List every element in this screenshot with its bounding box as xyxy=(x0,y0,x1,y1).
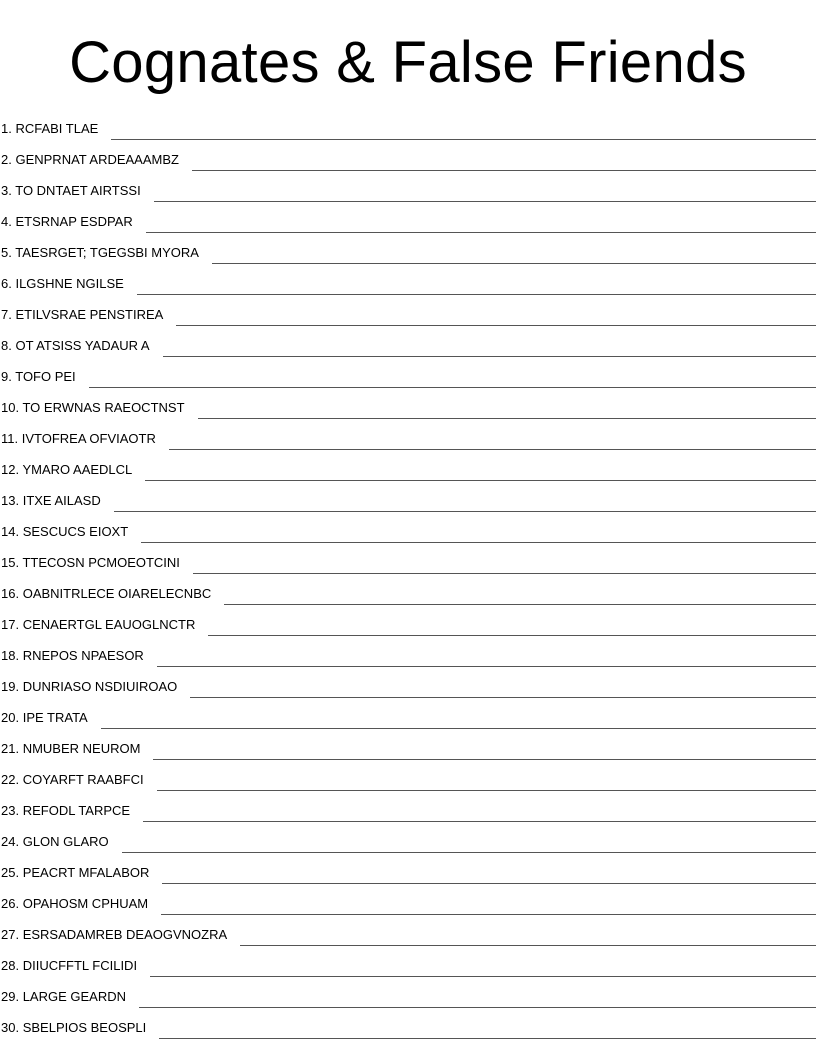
answer-line[interactable] xyxy=(161,914,816,915)
item-prompt xyxy=(0,741,140,761)
list-item xyxy=(0,668,816,699)
list-item xyxy=(0,885,816,916)
list-item xyxy=(0,482,816,513)
answer-line[interactable] xyxy=(159,1038,816,1039)
list-item xyxy=(0,637,816,668)
list-item xyxy=(0,947,816,978)
item-prompt xyxy=(0,803,130,823)
scrambled-word: SBELPIOS BEOSPLI xyxy=(22,1020,147,1035)
answer-line[interactable] xyxy=(141,542,816,543)
scrambled-word: IVTOFREA OFVIAOTR xyxy=(21,431,156,446)
list-item xyxy=(0,699,816,730)
item-number: 5 . xyxy=(1,245,15,260)
item-prompt xyxy=(0,710,88,730)
item-prompt xyxy=(0,896,148,916)
scrambled-word: ETSRNAP ESDPAR xyxy=(15,214,133,229)
list-item xyxy=(0,420,816,451)
list-item xyxy=(0,575,816,606)
item-number: 25 . xyxy=(1,865,23,880)
item-number: 18 . xyxy=(1,648,23,663)
list-item xyxy=(0,978,816,1009)
scrambled-word: RCFABI TLAE xyxy=(15,121,99,136)
item-prompt xyxy=(0,772,144,792)
scrambled-word: TO DNTAET AIRTSSI xyxy=(15,183,141,198)
scrambled-word: TO ERWNAS RAEOCTNST xyxy=(22,400,185,415)
list-item xyxy=(0,513,816,544)
scrambled-word: YMARO AAEDLCL xyxy=(22,462,133,477)
item-number: 10 . xyxy=(1,400,22,415)
scrambled-word: TAESRGET; TGEGSBI MYORA xyxy=(15,245,199,260)
item-number: 20 . xyxy=(1,710,23,725)
item-prompt xyxy=(0,214,133,234)
answer-line[interactable] xyxy=(111,139,816,140)
item-prompt xyxy=(0,338,150,358)
item-prompt xyxy=(0,834,109,854)
item-prompt xyxy=(0,524,128,544)
answer-line[interactable] xyxy=(89,387,816,388)
item-prompt xyxy=(0,121,98,141)
scrambled-word: ILGSHNE NGILSE xyxy=(15,276,124,291)
scrambled-word: OT ATSISS YADAUR A xyxy=(15,338,150,353)
list-item xyxy=(0,1009,816,1040)
scrambled-word: RNEPOS NPAESOR xyxy=(22,648,144,663)
item-number: 30 . xyxy=(1,1020,23,1035)
answer-line[interactable] xyxy=(137,294,816,295)
answer-line[interactable] xyxy=(193,573,816,574)
page-title: Cognates & False Friends xyxy=(69,30,747,95)
answer-line[interactable] xyxy=(122,852,816,853)
item-number: 8 . xyxy=(1,338,15,353)
item-number: 17 . xyxy=(1,617,23,632)
list-item xyxy=(0,234,816,265)
item-prompt xyxy=(0,400,185,420)
answer-line[interactable] xyxy=(146,232,816,233)
answer-line[interactable] xyxy=(190,697,816,698)
answer-line[interactable] xyxy=(101,728,816,729)
answer-line[interactable] xyxy=(208,635,816,636)
item-number: 23 . xyxy=(1,803,23,818)
item-prompt xyxy=(0,617,195,637)
scrambled-word: TTECOSN PCMOEOTCINI xyxy=(22,555,180,570)
scrambled-word: LARGE GEARDN xyxy=(22,989,127,1004)
answer-line[interactable] xyxy=(139,1007,816,1008)
list-item xyxy=(0,110,816,141)
answer-line[interactable] xyxy=(176,325,816,326)
item-prompt xyxy=(0,865,149,885)
item-number: 26 . xyxy=(1,896,23,911)
item-number: 2 . xyxy=(1,152,15,167)
item-prompt xyxy=(0,1020,146,1040)
item-number: 3 . xyxy=(1,183,15,198)
list-item xyxy=(0,172,816,203)
item-number: 16 . xyxy=(1,586,23,601)
scrambled-word: SESCUCS EIOXT xyxy=(22,524,129,539)
item-prompt xyxy=(0,245,199,265)
item-number: 15 . xyxy=(1,555,22,570)
list-item xyxy=(0,203,816,234)
list-item xyxy=(0,327,816,358)
item-prompt xyxy=(0,276,124,296)
item-number: 27 . xyxy=(1,927,23,942)
answer-line[interactable] xyxy=(192,170,816,171)
item-prompt xyxy=(0,555,180,575)
list-item xyxy=(0,451,816,482)
scrambled-word: TOFO PEI xyxy=(15,369,76,384)
item-number: 11 . xyxy=(1,431,22,446)
answer-line[interactable] xyxy=(224,604,816,605)
item-prompt xyxy=(0,307,163,327)
scrambled-word: GLON GLARO xyxy=(22,834,109,849)
scrambled-word: ITXE AILASD xyxy=(22,493,101,508)
item-number: 12 . xyxy=(1,462,22,477)
list-item xyxy=(0,606,816,637)
list-item xyxy=(0,544,816,575)
item-number: 19 . xyxy=(1,679,23,694)
item-prompt xyxy=(0,927,227,947)
item-number: 13 . xyxy=(1,493,23,508)
scrambled-word: DIIUCFFTL FCILIDI xyxy=(22,958,138,973)
list-item xyxy=(0,389,816,420)
list-item xyxy=(0,730,816,761)
item-number: 22 . xyxy=(1,772,23,787)
item-number: 9 . xyxy=(1,369,15,384)
list-item xyxy=(0,296,816,327)
scrambled-word: CENAERTGL EAUOGLNCTR xyxy=(22,617,196,632)
scrambled-word: NMUBER NEUROM xyxy=(22,741,141,756)
item-number: 4 . xyxy=(1,214,15,229)
list-item xyxy=(0,792,816,823)
item-prompt xyxy=(0,152,179,172)
item-number: 29 . xyxy=(1,989,23,1004)
list-item xyxy=(0,823,816,854)
scrambled-word: OPAHOSM CPHUAM xyxy=(22,896,149,911)
item-prompt xyxy=(0,648,144,668)
item-number: 7 . xyxy=(1,307,15,322)
answer-line[interactable] xyxy=(162,883,816,884)
item-prompt xyxy=(0,679,177,699)
list-item xyxy=(0,265,816,296)
answer-line[interactable] xyxy=(154,201,816,202)
scrambled-word: GENPRNAT ARDEAAAMBZ xyxy=(15,152,179,167)
answer-line[interactable] xyxy=(143,821,816,822)
item-prompt xyxy=(0,369,76,389)
answer-line[interactable] xyxy=(163,356,816,357)
answer-line[interactable] xyxy=(240,945,816,946)
answer-line[interactable] xyxy=(157,790,816,791)
item-prompt xyxy=(0,462,132,482)
item-number: 28 . xyxy=(1,958,23,973)
item-prompt xyxy=(0,586,211,606)
answer-line[interactable] xyxy=(198,418,816,419)
scrambled-word: PEACRT MFALABOR xyxy=(22,865,150,880)
answer-line[interactable] xyxy=(153,759,816,760)
answer-line[interactable] xyxy=(150,976,816,977)
list-item xyxy=(0,141,816,172)
item-number: 14 . xyxy=(1,524,23,539)
list-item xyxy=(0,916,816,947)
item-number: 1 . xyxy=(1,121,15,136)
answer-line[interactable] xyxy=(145,480,816,481)
list-item xyxy=(0,358,816,389)
item-number: 21 . xyxy=(1,741,23,756)
scrambled-word: COYARFT RAABFCI xyxy=(22,772,144,787)
item-prompt xyxy=(0,989,126,1009)
scramble-list xyxy=(0,110,816,1040)
answer-line[interactable] xyxy=(114,511,816,512)
item-prompt xyxy=(0,958,137,978)
item-number: 24 . xyxy=(1,834,23,849)
item-number: 6 . xyxy=(1,276,15,291)
answer-line[interactable] xyxy=(169,449,816,450)
item-prompt xyxy=(0,431,156,451)
item-prompt xyxy=(0,493,101,513)
scrambled-word: OABNITRLECE OIARELECNBC xyxy=(22,586,212,601)
answer-line[interactable] xyxy=(212,263,816,264)
scrambled-word: IPE TRATA xyxy=(22,710,88,725)
item-prompt xyxy=(0,183,141,203)
scrambled-word: ETILVSRAE PENSTIREA xyxy=(15,307,164,322)
list-item xyxy=(0,854,816,885)
scrambled-word: REFODL TARPCE xyxy=(22,803,131,818)
list-item xyxy=(0,761,816,792)
scrambled-word: ESRSADAMREB DEAOGVNOZRA xyxy=(22,927,228,942)
scrambled-word: DUNRIASO NSDIUIROAO xyxy=(22,679,178,694)
answer-line[interactable] xyxy=(157,666,816,667)
